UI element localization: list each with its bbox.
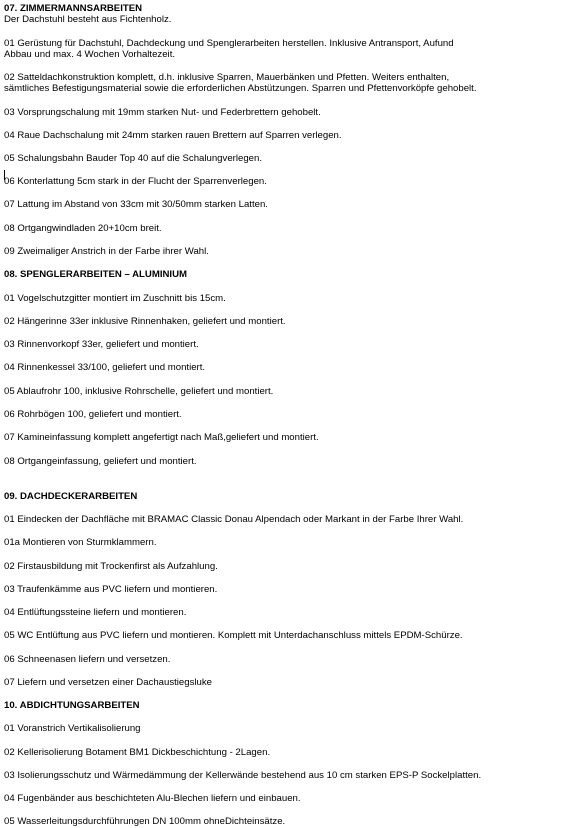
item-09-02: 02 Firstausbildung mit Trockenfirst als Aufzahlung. xyxy=(4,561,218,572)
item-09-01a: 01a Montieren von Sturmklammern. xyxy=(4,537,157,548)
item-09-01: 01 Eindecken der Dachfläche mit BRAMAC Classic Donau Alpendach oder Markant in der Farbe Ihrer Wahl. xyxy=(4,514,464,525)
item-07-01-line1: 01 Gerüstung für Dachstuhl, Dachdeckung und Spenglerarbeiten herstellen. Inklusive Antransport, Aufund xyxy=(4,38,454,49)
item-09-04: 04 Entlüftungssteine liefern und montieren. xyxy=(4,607,187,618)
item-08-01: 01 Vogelschutzgitter montiert im Zuschnitt bis 15cm. xyxy=(4,293,226,304)
item-10-01: 01 Voranstrich Vertikalisolierung xyxy=(4,723,141,734)
item-07-05: 05 Schalungsbahn Bauder Top 40 auf die Schalungverlegen. xyxy=(4,153,262,164)
item-08-04: 04 Rinnenkessel 33/100, geliefert und montiert. xyxy=(4,362,206,373)
item-07-02-line1: 02 Satteldachkonstruktion komplett, d.h. inklusive Sparren, Mauerbänken und Pfetten. Weiters enthalten, xyxy=(4,72,450,83)
item-10-04: 04 Fugenbänder aus beschichteten Alu-Blechen liefern und einbauen. xyxy=(4,793,301,804)
item-07-02-line2: sämtliches Befestigungsmaterial sowie die erforderlichen Abstützungen. Sparren und Pfettenvorköpfe gehobelt. xyxy=(4,83,477,94)
item-08-03: 03 Rinnenvorkopf 33er, geliefert und montiert. xyxy=(4,339,199,350)
item-09-07: 07 Liefern und versetzen einer Dachaustiegsluke xyxy=(4,677,212,688)
item-10-02: 02 Kellerisolierung Botament BM1 Dickbeschichtung - 2Lagen. xyxy=(4,747,271,758)
item-09-03: 03 Traufenkämme aus PVC liefern und montieren. xyxy=(4,584,218,595)
section-heading-07: 07. ZIMMERMANNSARBEITEN xyxy=(4,3,143,14)
item-07-06: 06 Konterlattung 5cm stark in der Flucht der Sparrenverlegen. xyxy=(4,176,267,187)
section-heading-10: 10. ABDICHTUNGSARBEITEN xyxy=(4,700,140,711)
item-08-07: 07 Kamineinfassung komplett angefertigt nach Maß,geliefert und montiert. xyxy=(4,432,319,443)
item-08-02: 02 Hängerinne 33er inklusive Rinnenhaken, geliefert und montiert. xyxy=(4,316,286,327)
section-heading-09: 09. DACHDECKERARBEITEN xyxy=(4,491,138,502)
item-10-05: 05 Wasserleitungsdurchführungen DN 100mm ohneDichteinsätze. xyxy=(4,816,286,827)
item-07-01-line2: Abbau und max. 4 Wochen Vorhaltezeit. xyxy=(4,49,176,60)
item-08-06: 06 Rohrbögen 100, geliefert und montiert. xyxy=(4,409,182,420)
item-08-08: 08 Ortgangeinfassung, geliefert und montiert. xyxy=(4,456,197,467)
item-08-05: 05 Ablaufrohr 100, inklusive Rohrschelle, geliefert und montiert. xyxy=(4,386,274,397)
item-07-04: 04 Raue Dachschalung mit 24mm starken rauen Brettern auf Sparren verlegen. xyxy=(4,130,342,141)
item-07-09: 09 Zweimaliger Anstrich in der Farbe ihrer Wahl. xyxy=(4,246,209,257)
section-intro-07: Der Dachstuhl besteht aus Fichtenholz. xyxy=(4,14,172,25)
item-09-05: 05 WC Entlüftung aus PVC liefern und montieren. Komplett mit Unterdachanschluss mittels EPDM-Schürze. xyxy=(4,630,463,641)
item-07-07: 07 Lattung im Abstand von 33cm mit 30/50mm starken Latten. xyxy=(4,199,268,210)
item-07-03: 03 Vorsprungschalung mit 19mm starken Nut- und Federbrettern gehobelt. xyxy=(4,107,321,118)
item-09-06: 06 Schneenasen liefern und versetzen. xyxy=(4,654,171,665)
section-heading-08: 08. SPENGLERARBEITEN – ALUMINIUM xyxy=(4,269,188,280)
item-07-08: 08 Ortgangwindladen 20+10cm breit. xyxy=(4,223,162,234)
item-10-03: 03 Isolierungsschutz und Wärmedämmung der Kellerwände bestehend aus 10 cm starken EPS-P Sockelplatten. xyxy=(4,770,482,781)
